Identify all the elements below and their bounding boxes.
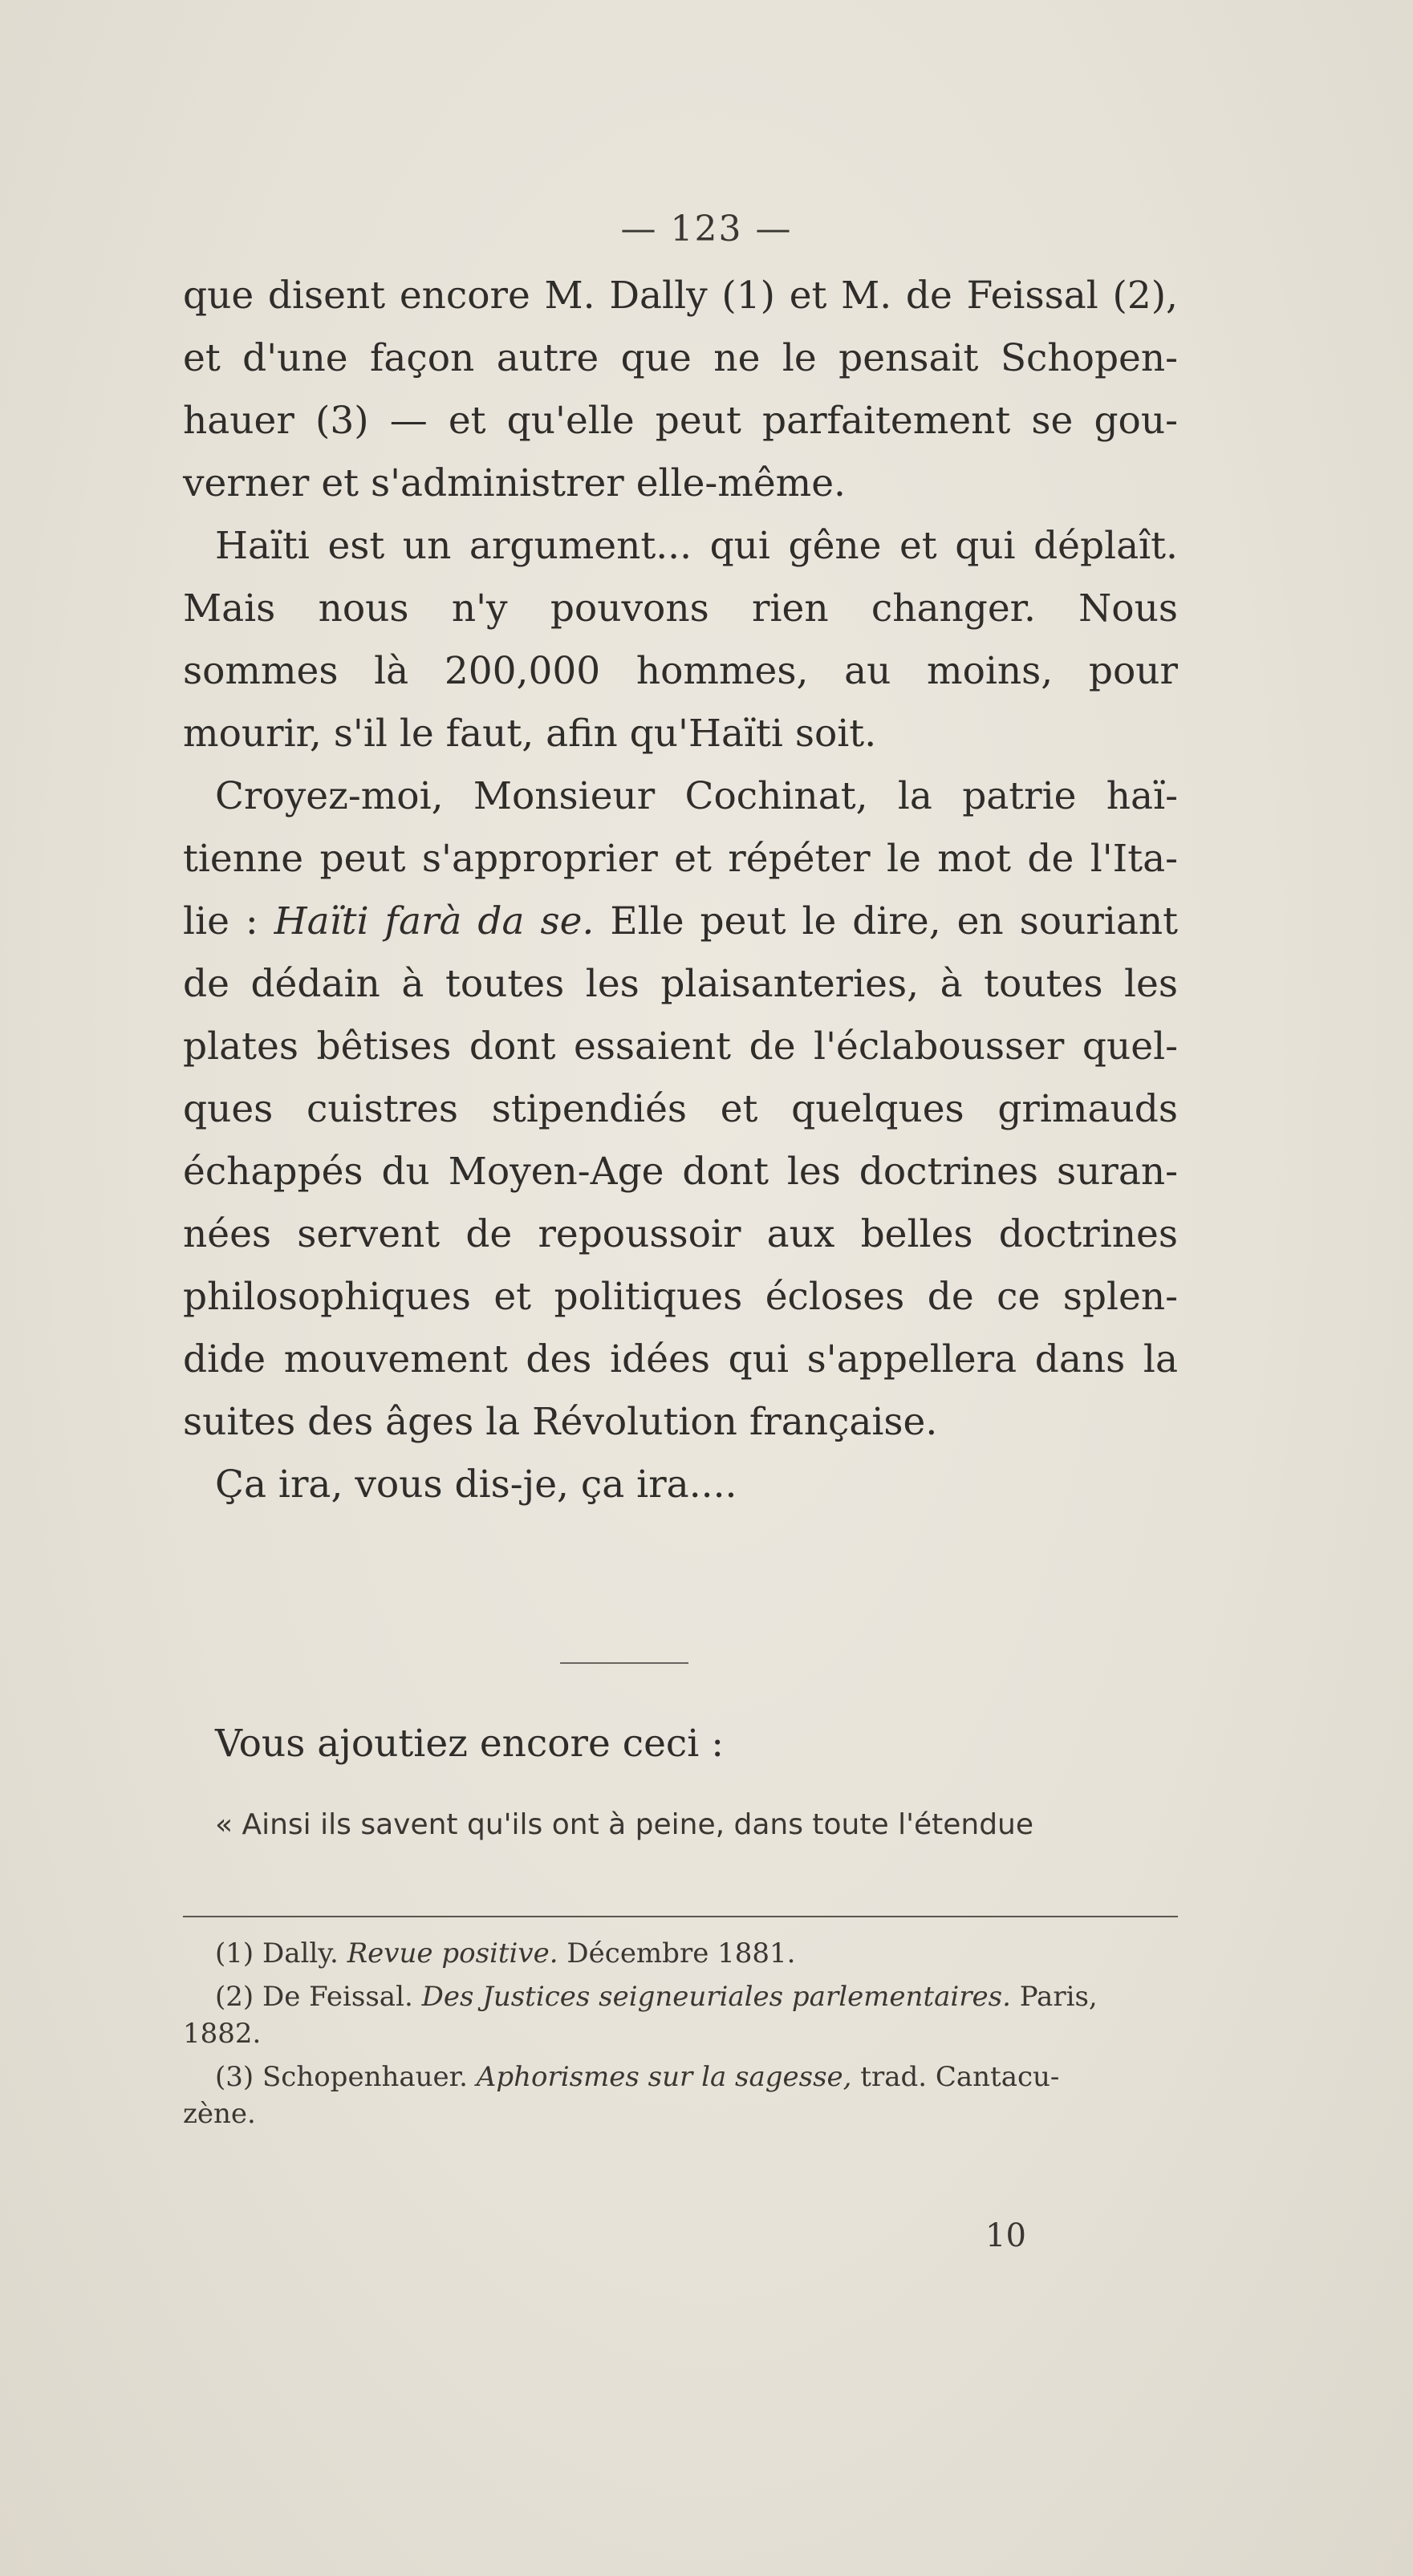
footnote-3: [183, 2059, 1178, 2132]
text-line-mixed: [183, 890, 1178, 953]
text-line: mourir, s'il le faut, afin qu'Haïti soit.: [183, 712, 877, 756]
text-line: tienne peut s'approprier et répéter le mot de l'Ita-: [183, 837, 1178, 881]
footnote-author: De Feissal.: [262, 1981, 413, 2013]
section-divider: [560, 1662, 688, 1664]
page-number: — 123 —: [620, 209, 793, 249]
footnote-marker: (3): [215, 2061, 254, 2093]
text-line: sommes là 200,000 hommes, au moins, pour: [183, 649, 1178, 693]
footnote-marker: (2): [215, 1981, 254, 2013]
text-line: nées servent de repoussoir aux belles doctrines: [183, 1212, 1178, 1256]
text-line: Haïti est un argument... qui gêne et qui déplaît.: [215, 524, 1178, 568]
text-line: hauer (3) — et qu'elle peut parfaitement se gou-: [183, 399, 1178, 443]
footnote-continuation: zène.: [183, 2098, 256, 2130]
footnote-author: Schopenhauer.: [262, 2061, 468, 2093]
text-run: Elle peut le dire, en souriant: [594, 899, 1179, 943]
text-line: échappés du Moyen-Age dont les doctrines suran-: [183, 1150, 1178, 1194]
footnote-divider: [183, 1916, 1178, 1917]
text-line: dide mouvement des idées qui s'appellera dans la: [183, 1337, 1178, 1381]
footnote-title: Aphorismes sur la sagesse,: [476, 2061, 852, 2093]
text-line: suites des âges la Révolution française.: [183, 1400, 938, 1444]
footnote-detail: trad. Cantacu-: [860, 2061, 1060, 2093]
footnote-continuation: 1882.: [183, 2018, 262, 2050]
signature-mark: 10: [985, 2217, 1026, 2254]
footnote-2: [183, 1978, 1178, 2052]
text-line: Mais nous n'y pouvons rien changer. Nous: [183, 586, 1178, 631]
footnote-title: Des Justices seigneuriales parlementaires.: [421, 1981, 1011, 2013]
text-line: Ça ira, vous dis-je, ça ira....: [215, 1462, 737, 1507]
text-run: lie :: [183, 899, 274, 943]
text-line: que disent encore M. Dally (1) et M. de Feissal (2),: [183, 274, 1178, 318]
section-opening-line: Vous ajoutiez encore ceci :: [215, 1722, 725, 1766]
text-line: plates bêtises dont essaient de l'éclabousser quel-: [183, 1024, 1178, 1069]
footnotes: [183, 1935, 1178, 2132]
text-line: et d'une façon autre que ne le pensait Schopen-: [183, 336, 1178, 380]
footnote-detail: Décembre 1881.: [566, 1937, 796, 1970]
quoted-text: « Ainsi ils savent qu'ils ont à peine, dans toute l'étendue: [215, 1808, 1034, 1841]
text-line: ques cuistres stipendiés et quelques grimauds: [183, 1087, 1178, 1131]
text-line: de dédain à toutes les plaisanteries, à toutes les: [183, 962, 1178, 1006]
text-line: philosophiques et politiques écloses de ce splen-: [183, 1275, 1178, 1319]
text-line: Croyez-moi, Monsieur Cochinat, la patrie haï-: [215, 774, 1178, 818]
footnote-author: Dally.: [262, 1937, 339, 1970]
footnote-title: Revue positive.: [347, 1937, 558, 1970]
body-text: [183, 265, 1178, 1516]
italic-quote: Haïti farà da se.: [274, 899, 595, 943]
footnote-marker: (1): [215, 1937, 254, 1970]
footnote-1: [183, 1935, 1178, 1972]
text-line: verner et s'administrer elle-même.: [183, 461, 846, 505]
footnote-detail: Paris,: [1019, 1981, 1098, 2013]
